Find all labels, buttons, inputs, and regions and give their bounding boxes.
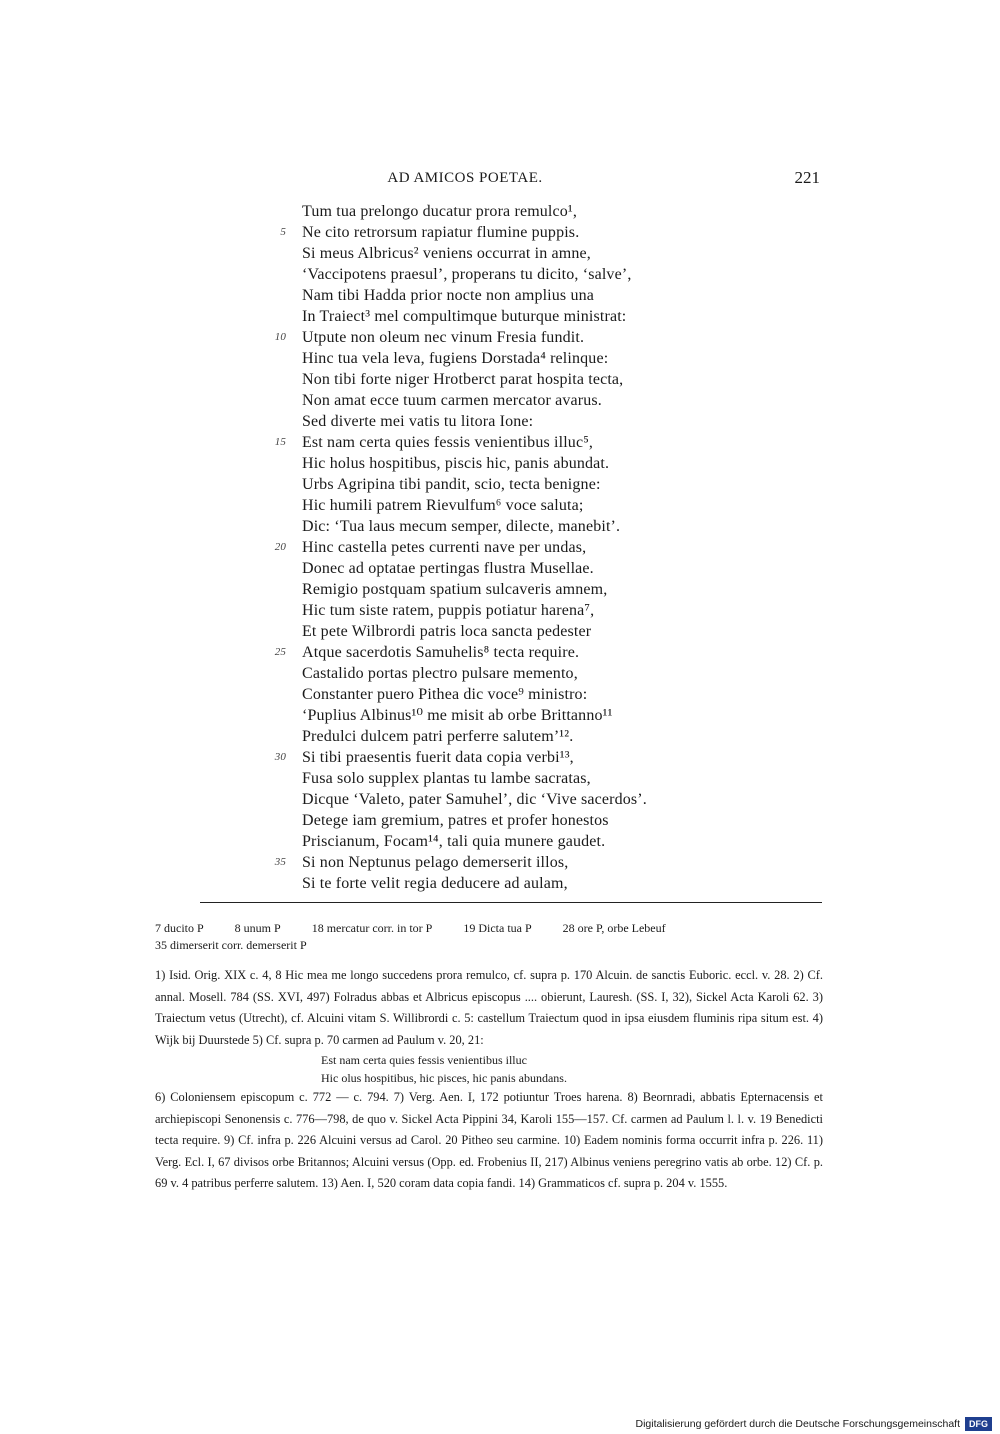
verse-line <box>302 621 822 642</box>
verse-line <box>302 684 822 705</box>
verse-text: Est nam certa quies fessis venientibus illuc⁵, <box>302 434 594 451</box>
verse-text: Si tibi praesentis fuerit data copia verbi¹³, <box>302 749 574 766</box>
verse-line <box>302 516 822 537</box>
verse-line <box>302 600 822 621</box>
verse-line <box>274 642 822 663</box>
running-head: AD AMICOS POETAE. <box>387 170 543 186</box>
verse-line <box>302 285 822 306</box>
verse-text: Donec ad optatae pertingas flustra Musellae. <box>302 560 594 577</box>
verse-line <box>302 390 822 411</box>
verse-text: Detege iam gremium, patres et profer honestos <box>302 812 609 829</box>
verse-line <box>274 747 822 768</box>
verse-text: Hinc tua vela leva, fugiens Dorstada⁴ relinque: <box>302 350 609 367</box>
apparatus-row: 35 dimerserit corr. demerserit P <box>155 938 307 952</box>
verse-line <box>302 264 822 285</box>
verse-line <box>302 768 822 789</box>
verse-number: 35 <box>274 856 286 868</box>
verse-number: 25 <box>274 646 286 658</box>
verse-line <box>302 201 822 222</box>
verse-line <box>274 537 822 558</box>
verse-line <box>302 579 822 600</box>
verse-line <box>302 369 822 390</box>
verse-text: Nam tibi Hadda prior nocte non amplius una <box>302 287 595 304</box>
verse-text: Dic: ‘Tua laus mecum semper, dilecte, manebit’. <box>302 518 621 535</box>
verse-text: Sed diverte mei vatis tu litora Ione: <box>302 413 534 430</box>
page-number: 221 <box>794 168 820 187</box>
verse-line <box>274 327 822 348</box>
critical-apparatus <box>155 920 823 954</box>
apparatus-entry: 7 ducito P <box>155 921 204 935</box>
verse-number: 15 <box>274 436 286 448</box>
verse-text: Predulci dulcem patri perferre salutem’¹². <box>302 728 574 745</box>
verse-text: Hic humili patrem Rievulfum⁶ voce saluta; <box>302 497 584 514</box>
verse-text: Urbs Agripina tibi pandit, scio, tecta benigne: <box>302 476 601 493</box>
verse-text: Si te forte velit regia deducere ad aulam, <box>302 875 568 892</box>
verse-line <box>302 411 822 432</box>
verse-line <box>302 831 822 852</box>
apparatus-entry: 8 unum P <box>234 921 281 935</box>
verse-text: Atque sacerdotis Samuhelis⁸ tecta require. <box>302 644 580 661</box>
verse-text: Tum tua prelongo ducatur prora remulco¹, <box>302 203 578 220</box>
verse-text: Utpute non oleum nec vinum Fresia fundit. <box>302 329 585 346</box>
verse-text: Hic tum siste ratem, puppis potiatur harena⁷, <box>302 602 595 619</box>
verse-text: Non amat ecce tuum carmen mercator avarus. <box>302 392 602 409</box>
verse-text: Si non Neptunus pelago demerserit illos, <box>302 854 569 871</box>
verse-text: Dicque ‘Valeto, pater Samuhel’, dic ‘Vive sacerdos’. <box>302 791 647 808</box>
verse-line <box>302 789 822 810</box>
verse-line <box>302 705 822 726</box>
verse-number: 20 <box>274 541 286 553</box>
poem-text <box>274 201 822 894</box>
apparatus-row <box>155 920 823 937</box>
apparatus-entry: 19 Dicta tua P <box>463 921 532 935</box>
quoted-verse: Est nam certa quies fessis venientibus illuc <box>321 1053 527 1067</box>
verse-number: 10 <box>274 331 286 343</box>
verse-line <box>302 474 822 495</box>
verse-text: Et pete Wilbrordi patris loca sancta pedester <box>302 623 592 640</box>
verse-line <box>302 873 822 894</box>
verse-line <box>274 852 822 873</box>
apparatus-entry: 28 ore P, orbe Lebeuf <box>562 921 666 935</box>
verse-text: Si meus Albricus² veniens occurrat in amne, <box>302 245 591 262</box>
verse-text: Ne cito retrorsum rapiatur flumine puppis. <box>302 224 580 241</box>
verse-line <box>280 222 822 243</box>
verse-number: 5 <box>280 226 286 238</box>
footnote-separator <box>200 902 822 903</box>
verse-line <box>302 495 822 516</box>
verse-line <box>302 810 822 831</box>
verse-text: Castalido portas plectro pulsare memento, <box>302 665 578 682</box>
digitization-footer <box>635 1417 992 1431</box>
verse-text: Hinc castella petes currenti nave per undas, <box>302 539 587 556</box>
footnote-paragraph: 6) Coloniensem episcopum c. 772 — c. 794. 7) Verg. Aen. I, 172 potiuntur Troes harena. 8) Beornradi, abbatis Epternacensis et archiepiscopi Senonensis c. 776—798, de quo v. Sickel Acta Pippini 34, Karoli 155—157. Cf. carmen ad Paulum l. l. v. 19 Benedicti tecta require. 9) Cf. infra p. 226 Alcuini versus ad Carol. 20 Pitheo seu carmine. 10) Eadem nominis forma occurrit infra p. 226. 11) Verg. Ecl. I, 67 divisos orbe Britannos; Alcuini versus (Opp. ed. Frobenius II, 217) Albinus veniens peregrino vatis ab orbe. 12) Cf. p. 69 v. 4 patribus perferre salutem. 13) Aen. I, 520 coram data copia fandi. 14) Grammaticos cf. supra p. 204 v. 1555. <box>155 1090 823 1190</box>
funding-credit: Digitalisierung gefördert durch die Deutsche Forschungsgemeinschaft <box>635 1418 960 1430</box>
footnote-paragraph: 1) Isid. Orig. XIX c. 4, 8 Hic mea me longo succedens prora remulco, cf. supra p. 170 Alcuin. de sanctis Euboric. eccl. v. 28. 2) Cf. annal. Mosell. 784 (SS. XVI, 497) Folradus abbas et Albricus episcopus .... obierunt, Lauresh. (SS. I, 32), Sickel Acta Karoli 62. 3) Traiectum vetus (Utrecht), cf. Alcuini vitam S. Willibrordi c. 5: castellum Traiectum quod in ipsa eiusdem fluminis ripa situm est. 4) Wijk bij Duurstede 5) Cf. supra p. 70 carmen ad Paulum v. 20, 21: <box>155 968 823 1047</box>
verse-line <box>302 453 822 474</box>
verse-text: Fusa solo supplex plantas tu lambe sacratas, <box>302 770 591 787</box>
verse-text: Priscianum, Focam¹⁴, tali quia munere gaudet. <box>302 833 606 850</box>
apparatus-entry: 18 mercatur corr. in tor P <box>311 921 433 935</box>
verse-number: 30 <box>274 751 286 763</box>
footnotes <box>155 965 823 1195</box>
quoted-verse: Hic olus hospitibus, hic pisces, hic panis abundans. <box>321 1071 567 1085</box>
verse-text: ‘Puplius Albinus¹⁰ me misit ab orbe Brittanno¹¹ <box>302 707 613 724</box>
verse-line <box>302 243 822 264</box>
verse-text: Hic holus hospitibus, piscis hic, panis abundat. <box>302 455 610 472</box>
verse-text: Remigio postquam spatium sulcaveris amnem, <box>302 581 608 598</box>
verse-line <box>302 726 822 747</box>
dfg-logo: DFG <box>965 1417 992 1431</box>
verse-text: ‘Vaccipotens praesul’, properans tu dicito, ‘salve’, <box>302 266 632 283</box>
verse-text: Constanter puero Pithea dic voce⁹ ministro: <box>302 686 588 703</box>
verse-text: In Traiect³ mel compultimque buturque ministrat: <box>302 308 627 325</box>
verse-line <box>302 348 822 369</box>
verse-line <box>274 432 822 453</box>
verse-text: Non tibi forte niger Hrotberct parat hospita tecta, <box>302 371 624 388</box>
verse-line <box>302 663 822 684</box>
verse-line <box>302 558 822 579</box>
verse-line <box>302 306 822 327</box>
